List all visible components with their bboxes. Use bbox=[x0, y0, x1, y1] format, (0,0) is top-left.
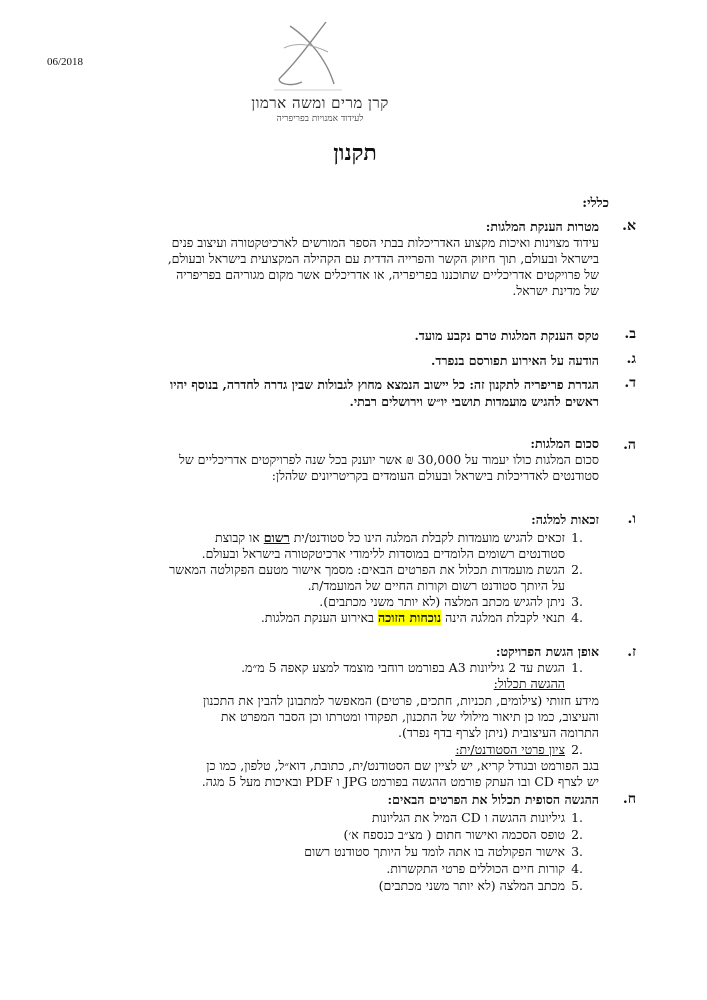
section-d-line: ראשים להגיש מועמדות תושבי יו״ש וירושלים רבתי. bbox=[349, 394, 599, 409]
highlighted-term: נוכחות הזוכה bbox=[377, 610, 442, 625]
page-title: תקנון bbox=[333, 140, 377, 166]
subheading: ציון פרטי הסטודנט/ית: bbox=[455, 742, 565, 757]
list-item: זכאים להגיש מועמדות לקבלת המלגה הינו כל סטודנט/ית רשום או קבוצת bbox=[215, 530, 565, 545]
section-g-marker: ג. bbox=[626, 351, 636, 367]
underlined-term: רשום bbox=[263, 530, 290, 545]
section-h-line: סכום המלגות כולו יעמוד על 30,000 ₪ אשר יוענק בכל שנה לפרויקטים אדריכליים של bbox=[178, 452, 599, 467]
list-item: גיליונות ההגשה ו CD המיל את הגליונות bbox=[371, 810, 565, 825]
list-item-num: .1 bbox=[571, 660, 583, 675]
list-item-num: .4 bbox=[571, 610, 583, 625]
paragraph-line: והעיצוב, כמו כן תיאור מילולי של התכנון, תפקודו ומטרתו וכן הסבר המפרט את bbox=[220, 709, 599, 724]
list-item-num: .3 bbox=[571, 594, 583, 609]
list-item: טופס הסכמה ואישור חתום ( מצ״ב כנספח א׳) bbox=[343, 827, 565, 842]
section-h-marker: ה. bbox=[623, 437, 636, 453]
section-v-heading: זכאות למלגה: bbox=[531, 512, 599, 527]
list-item: על היותך סטודנט רשום וקורות החיים של המועמד/ת. bbox=[307, 578, 565, 593]
section-a-marker: א. bbox=[622, 218, 636, 234]
list-item: קורות חיים הכוללים פרטי התקשרות. bbox=[386, 861, 565, 876]
paragraph-line: מידע חזותי (צילומים, תכניות, חתכים, פרטים) המאפשר למתבונן להבין את התכנון bbox=[203, 693, 599, 708]
section-a-line: עידוד מצוינות ואיכות מקצוע האדריכלות בבתי הספר המורשים לארכיטקטורה ועיצוב פנים bbox=[171, 235, 599, 250]
list-item-num: .1 bbox=[571, 530, 583, 545]
section-a-line: בישראל ובעולם, תוך חיזוק הקשר והפרייה הדדית עם הקהילה המקצועית בישראל ובעולם, bbox=[167, 251, 599, 266]
list-item: מכתב המלצה (לא יותר משני מכתבים) bbox=[378, 878, 565, 893]
list-item-num: .2 bbox=[571, 742, 583, 757]
list-item: הגשת מועמדות תכלול את הפרטים הבאים: מסמך אישור מטעם הפקולטה המאשר bbox=[169, 562, 565, 577]
foundation-name: קרן מרים ומשה ארמון bbox=[251, 94, 389, 112]
section-z-heading: אופן הגשת הפרויקט: bbox=[495, 644, 599, 659]
section-a-line: של פרויקטים אדריכליים שתוכננו בפריפריה, או אדריכלים אשר מקום מגוריהם בפריפריה bbox=[176, 267, 599, 282]
list-item: אישור הפקולטה בו אתה לומד על היותך סטודנט רשום bbox=[304, 844, 565, 859]
section-g-text: הודעה על האירוע תפורסם בנפרד. bbox=[431, 353, 599, 368]
subheading: ההגשה תכלול: bbox=[493, 676, 565, 691]
list-item: תנאי לקבלת המלגה הינה נוכחות הזוכה באירוע הענקת המלגות. bbox=[260, 610, 565, 625]
section-b-text: טקס הענקת המלגות טרם נקבע מועד. bbox=[414, 328, 599, 343]
paragraph-line: בגב הפורמט ובגודל קריא, יש לציין שם הסטודנט/ית, כתובת, דוא״ל, טלפון, כמו כן bbox=[206, 758, 599, 773]
list-item-num: .5 bbox=[571, 878, 583, 893]
list-item-num: .3 bbox=[571, 844, 583, 859]
section-h-heading: סכום המלגות: bbox=[530, 436, 599, 451]
list-item: הגשת עד 2 גיליונות A3 בפורמט רוחבי מוצמד למצע קאפה 5 מ״מ. bbox=[241, 660, 565, 675]
foundation-subtitle: לעידוד אמנויות בפריפריה bbox=[276, 114, 364, 124]
list-item: ניתן להגיש מכתב המלצה (לא יותר משני מכתבים). bbox=[319, 594, 565, 609]
section-ch-marker: ח. bbox=[622, 791, 636, 807]
section-a-line: של מדינת ישראל. bbox=[512, 283, 599, 298]
paragraph-line: יש לצרף CD ובו העתק פורמט ההגשה בפורמט JPG ו PDF ובאיכות מעל 5 מגה. bbox=[201, 774, 599, 789]
list-item-num: .2 bbox=[571, 827, 583, 842]
section-v-marker: ו. bbox=[627, 511, 636, 527]
document-date: 06/2018 bbox=[47, 56, 84, 68]
list-item-num: .4 bbox=[571, 861, 583, 876]
paragraph-line: התרומה העיצובית (ניתן לצרף בדף נפרד). bbox=[397, 725, 599, 740]
list-item: סטודנטים רשומים הלומדים במוסדות ללימודי ארכיטקטורה בישראל ובעולם. bbox=[201, 546, 565, 561]
section-d-marker: ד. bbox=[624, 375, 636, 391]
section-b-marker: ב. bbox=[624, 326, 636, 342]
section-ch-heading: ההגשה הסופית תכלול את הפרטים הבאים: bbox=[387, 792, 599, 807]
foundation-logo bbox=[268, 18, 348, 96]
general-heading: כללי: bbox=[582, 196, 609, 211]
list-item-num: .2 bbox=[571, 562, 583, 577]
section-d-line: הגדרת פריפריה לתקנון זה: כל יישוב הנמצא מחוץ לגבולות שבין גדרה לחדרה, בנוסף יהיו bbox=[170, 377, 599, 392]
list-item-num: .1 bbox=[571, 810, 583, 825]
section-h-line: סטודנטים לאדריכלות בישראל ובעולם העומדים בקריטריונים שלהלן: bbox=[271, 468, 599, 483]
section-a-heading: מטרות הענקת המלגות: bbox=[485, 219, 599, 234]
section-z-marker: ז. bbox=[627, 644, 636, 660]
